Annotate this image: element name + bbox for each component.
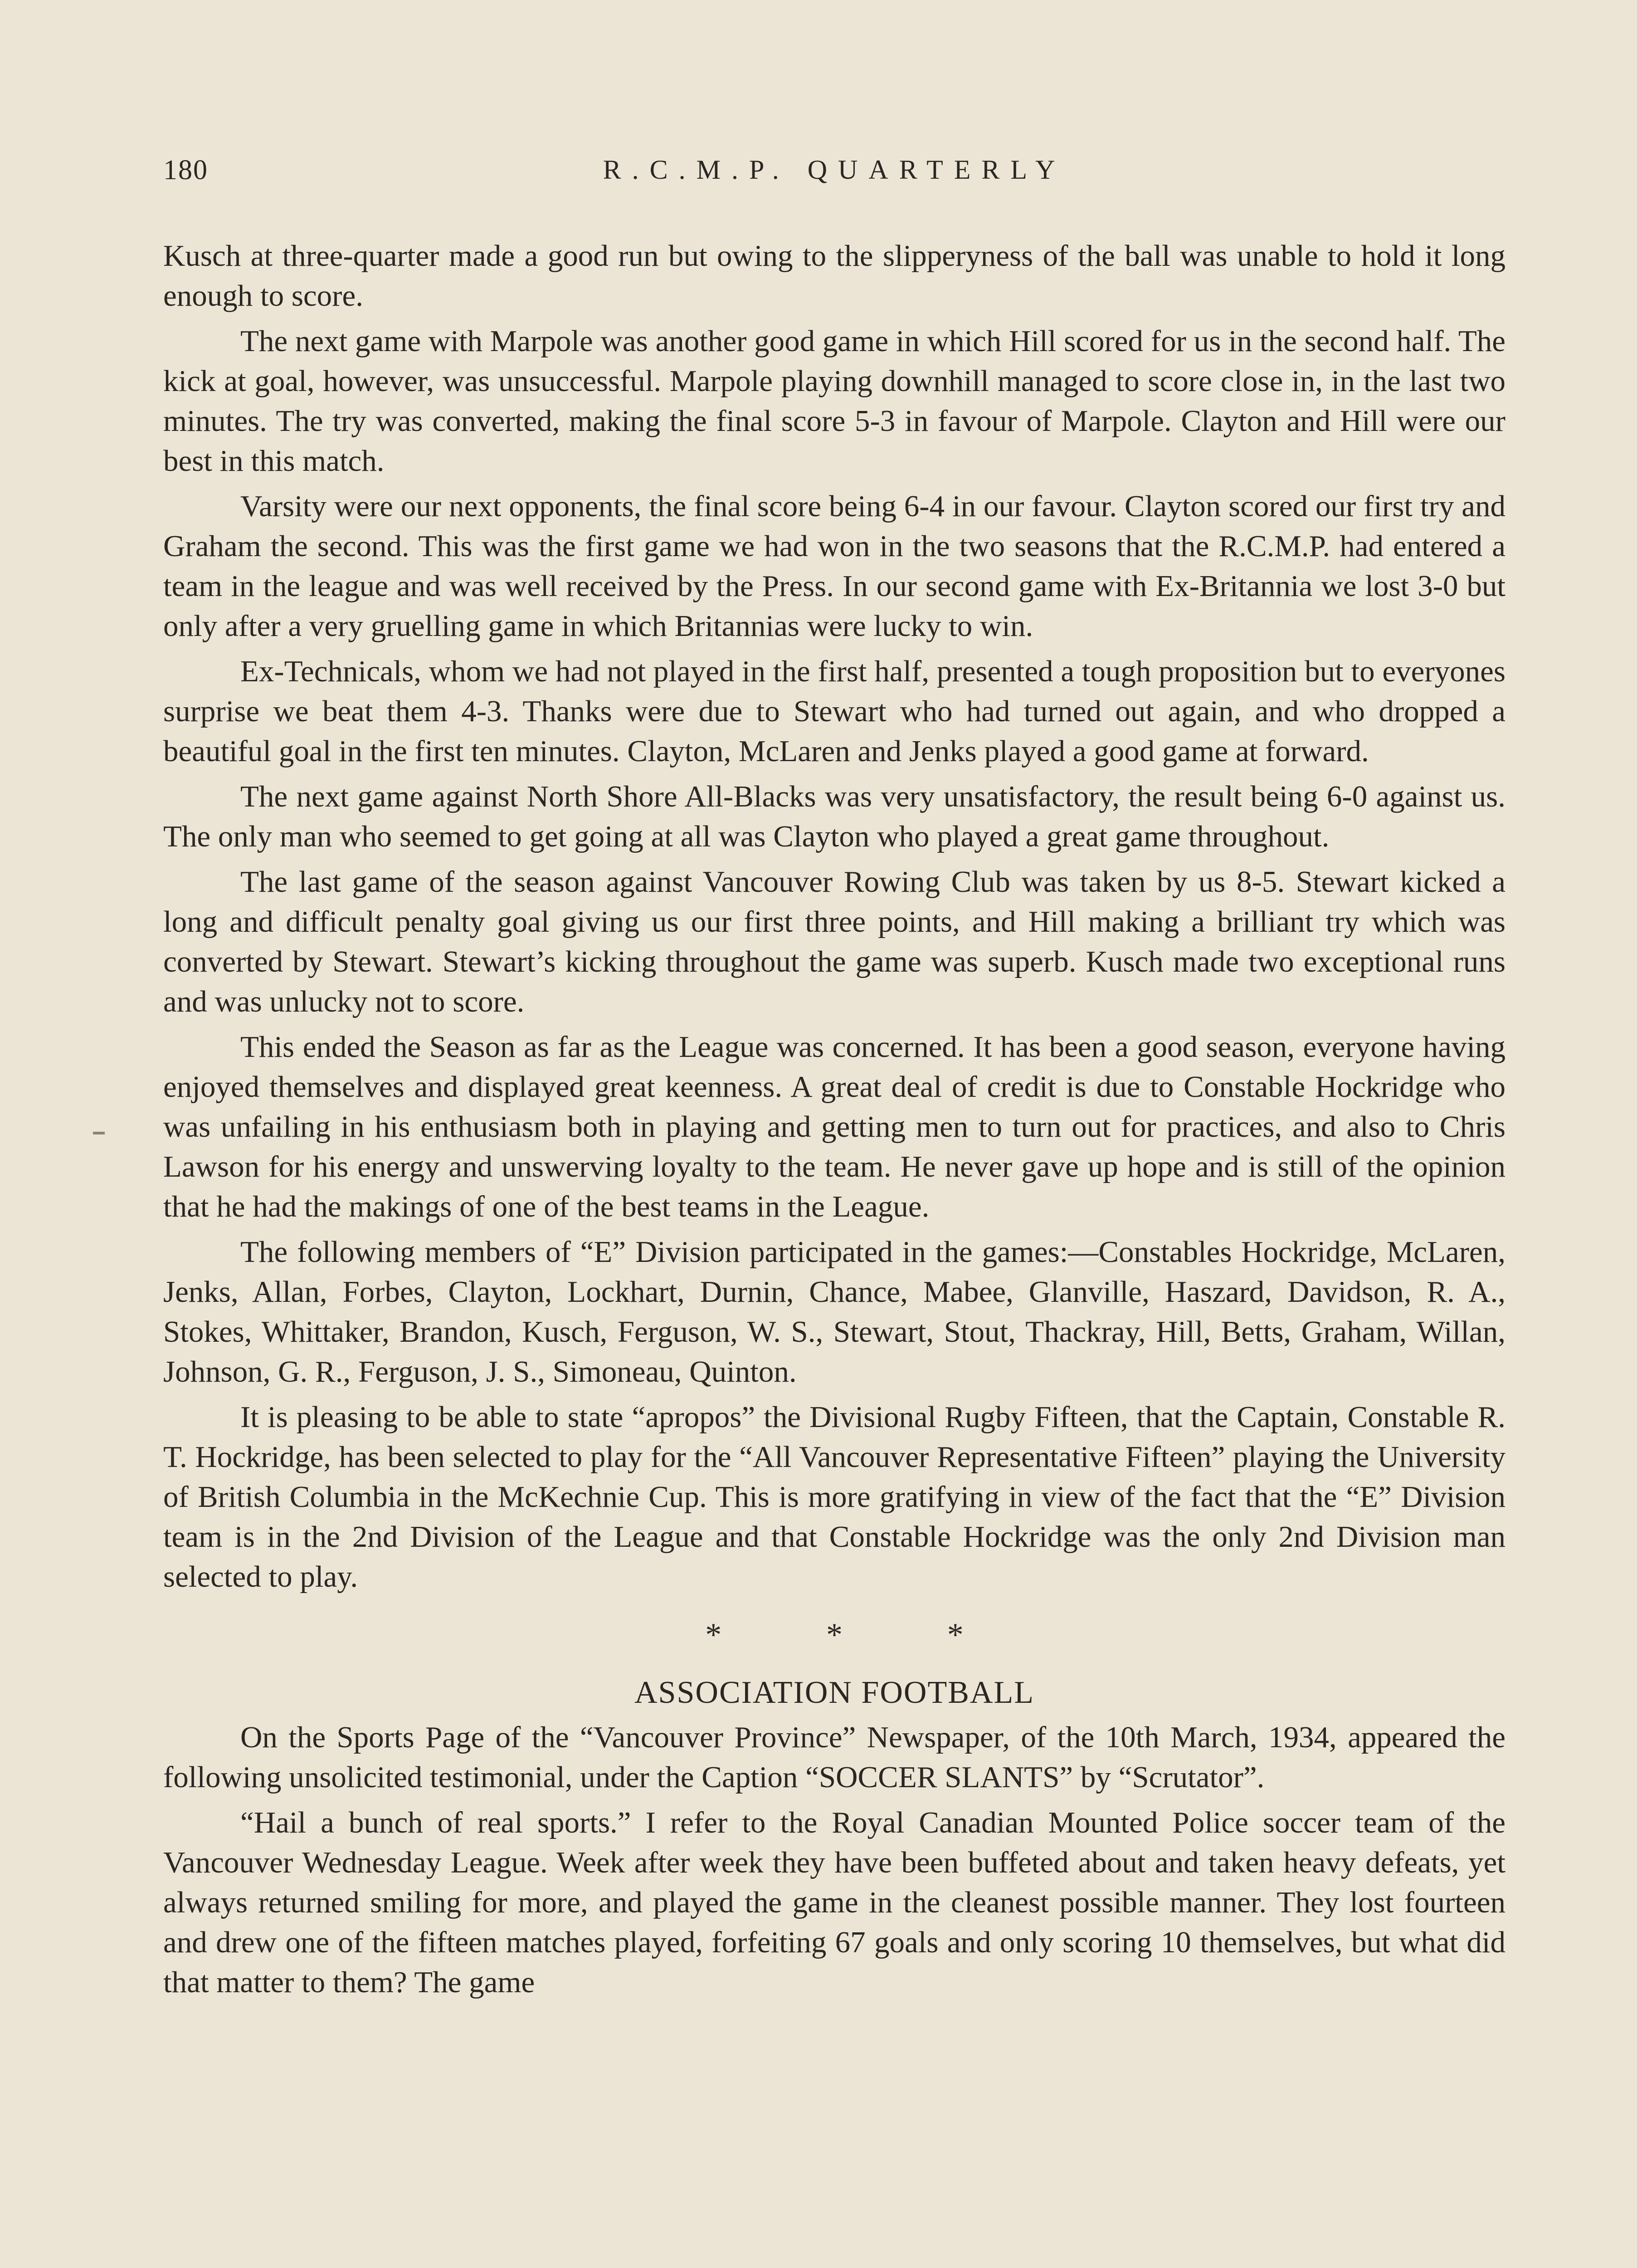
paragraph: The last game of the season against Vancouver Rowing Club was taken by us 8-5. Stewart kicked a long and difficult penalty goal giving us our first three points, and Hill making a brilliant try which was converted by Stewart. Stewart’s kicking throughout the game was superb. Kusch made two exceptional runs and was unlucky not to score. <box>163 865 1505 1018</box>
page-header <box>163 154 1505 195</box>
paragraph: Ex-Technicals, whom we had not played in the first half, presented a tough proposition but to everyones surprise we beat them 4-3. Thanks were due to Stewart who had turned out again, and who dropped a beautiful goal in the first ten minutes. Clayton, McLaren and Jenks played a good game at forward. <box>163 655 1505 768</box>
section-heading: ASSOCIATION FOOTBALL <box>634 1675 1034 1710</box>
paragraph: Varsity were our next opponents, the final score being 6-4 in our favour. Clayton scored our first try and Graham the second. This was the first game we had won in the two seasons that the R.C.M.P. had entered a team in the league and was well received by the Press. In our second game with Ex-Britannia we lost 3-0 but only after a very gruelling game in which Britannias were lucky to win. <box>163 489 1505 643</box>
paragraph: This ended the Season as far as the League was concerned. It has been a good season, everyone having enjoyed themselves and displayed great keenness. A great deal of credit is due to Constable Hockridge who was unfailing in his enthusiasm both in playing and getting men to turn out for practices, and also to Chris Lawson for his energy and unswerving loyalty to the team. He never gave up hope and is still of the opinion that he had the makings of one of the best teams in the League. <box>163 1030 1505 1223</box>
paragraph: It is pleasing to be able to state “apropos” the Divisional Rugby Fifteen, that the Captain, Constable R. T. Hockridge, has been selected to play for the “All Vancouver Representative Fifteen” playing the University of British Columbia in the McKechnie Cup. This is more gratifying in view of the fact that the “E” Division team is in the 2nd Division of the League and that Constable Hockridge was the only 2nd Division man selected to play. <box>163 1400 1505 1593</box>
paragraph: The next game with Marpole was another good game in which Hill scored for us in the second half. The kick at goal, however, was unsuccessful. Marpole playing downhill managed to score close in, in the last two minutes. The try was converted, making the final score 5-3 in favour of Marpole. Clayton and Hill were our best in this match. <box>163 324 1505 478</box>
margin-mark <box>93 1132 105 1134</box>
quoted-testimonial: “Hail a bunch of real sports.” I refer to the Royal Canadian Mounted Police soccer team of the Vancouver Wednesday League. Week after week they have been buffeted about and taken heavy defeats, yet always returned smiling for more, and played the game in the cleanest possible manner. They lost fourteen and drew one of the fifteen matches played, forfeiting 67 goals and only scoring 10 themselves, but what did that matter to them? The game <box>163 1806 1505 1999</box>
page-number: 180 <box>163 155 208 186</box>
section-intro: On the Sports Page of the “Vancouver Province” Newspaper, of the 10th March, 1934, appeared the following unsolicited testimonial, under the Caption “SOCCER SLANTS” by “Scrutator”. <box>163 1721 1505 1794</box>
paragraph: The next game against North Shore All-Blacks was very unsatisfactory, the result being 6-0 against us. The only man who seemed to get going at all was Clayton who played a great game throughout. <box>163 780 1505 853</box>
running-title: R.C.M.P. QUARTERLY <box>603 155 1066 185</box>
separator-asterisk: * <box>826 1617 843 1653</box>
separator-asterisk: * <box>947 1617 964 1653</box>
article-body <box>163 236 1505 2008</box>
separator-asterisk: * <box>705 1617 722 1653</box>
section-separator <box>163 1615 1505 1655</box>
paragraph: The following members of “E” Division participated in the games:—Constables Hockridge, McLaren, Jenks, Allan, Forbes, Clayton, Lockhart, Durnin, Chance, Mabee, Glanville, Haszard, Davidson, R. A., Stokes, Whittaker, Brandon, Kusch, Ferguson, W. S., Stewart, Stout, Thackray, Hill, Betts, Graham, Willan, Johnson, G. R., Ferguson, J. S., Simoneau, Quinton. <box>163 1235 1505 1388</box>
paragraph: Kusch at three-quarter made a good run but owing to the slipperyness of the ball was unable to hold it long enough to score. <box>163 239 1505 313</box>
